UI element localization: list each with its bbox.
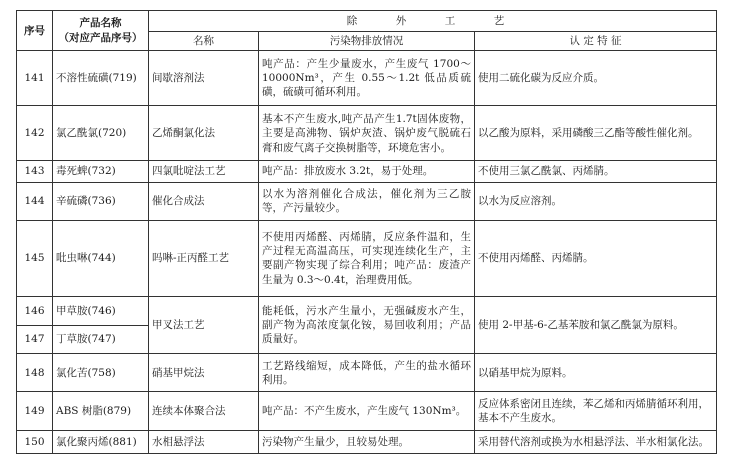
table-row	[17, 392, 717, 430]
header-name: 名称	[149, 32, 259, 51]
cell-pollution: 能耗低，污水产生量小，无强碱废水产生，副产物为高浓度氯化铵，易回收利用；产品质量好。	[259, 297, 475, 354]
cell-name: 水相悬浮法	[149, 430, 259, 453]
cell-features: 以乙酸为原料，采用磷酸三乙酯等酸性催化剂。	[475, 106, 717, 161]
header-features: 认 定 特 征	[475, 32, 717, 51]
header-seq: 序号	[17, 11, 53, 51]
table-row	[17, 51, 717, 106]
cell-features: 采用替代溶剂或换为水相悬浮法、半水相氯化法。	[475, 430, 717, 453]
cell-pollution: 吨产品：不产生废水，产生废气 130Nm³。	[259, 392, 475, 430]
cell-product: 辛硫磷(736)	[53, 182, 149, 220]
cell-name: 硝基甲烷法	[149, 354, 259, 392]
cell-product: 氯乙酰氯(720)	[53, 106, 149, 161]
table-row	[17, 182, 717, 220]
process-table	[16, 10, 717, 454]
table-row	[17, 220, 717, 296]
cell-seq: 146	[17, 297, 53, 326]
cell-product: ABS 树脂(879)	[53, 392, 149, 430]
cell-product: 不溶性硫磺(719)	[53, 51, 149, 106]
cell-features: 不使用丙烯醛、丙烯腈。	[475, 220, 717, 296]
cell-seq: 148	[17, 354, 53, 392]
header-pollution: 污染物排放情况	[259, 32, 475, 51]
header-row-1	[17, 11, 717, 32]
cell-name: 连续本体聚合法	[149, 392, 259, 430]
cell-seq: 143	[17, 161, 53, 182]
table-row	[17, 106, 717, 161]
cell-features: 使用 2-甲基-6-乙基苯胺和氯乙酰氯为原料。	[475, 297, 717, 354]
cell-pollution: 吨产品：排放废水 3.2t，易于处理。	[259, 161, 475, 182]
cell-seq: 141	[17, 51, 53, 106]
cell-features: 不使用三氯乙酰氯、丙烯腈。	[475, 161, 717, 182]
header-group: 除 外 工 艺	[149, 11, 717, 32]
cell-name: 甲叉法工艺	[149, 297, 259, 354]
table-row	[17, 430, 717, 453]
cell-pollution: 以水为溶剂催化合成法，催化剂为三乙胺等，产污量较少。	[259, 182, 475, 220]
cell-features: 反应体系密闭且连续，苯乙烯和丙烯腈循环利用，基本不产生废水。	[475, 392, 717, 430]
table-row	[17, 354, 717, 392]
cell-name: 乙烯酮氯化法	[149, 106, 259, 161]
cell-name: 吗啉-正丙醛工艺	[149, 220, 259, 296]
cell-seq: 142	[17, 106, 53, 161]
cell-name: 四氯吡啶法工艺	[149, 161, 259, 182]
header-product	[53, 11, 149, 51]
header-product-line1: 产品名称	[79, 17, 122, 30]
cell-pollution: 污染物产生量少，且较易处理。	[259, 430, 475, 453]
cell-pollution-text: 吨产品：产生少量废水，产生废气 1700～10000Nm³，产生 0.55～1.2t 低品质硫磺，硫磺可循环利用。	[262, 58, 471, 99]
header-product-line2: （对应产品序号）	[58, 31, 143, 44]
cell-pollution: 不使用丙烯醛、丙烯腈，反应条件温和，生产过程无高温高压，可实现连续化生产，主要副产物实现了综合利用；吨产品：废渣产生量为 0.3～0.4t，治理费用低。	[259, 220, 475, 296]
cell-product: 吡虫啉(744)	[53, 220, 149, 296]
table-row	[17, 161, 717, 182]
cell-seq: 145	[17, 220, 53, 296]
cell-seq: 144	[17, 182, 53, 220]
cell-product: 甲草胺(746)	[53, 297, 149, 326]
cell-seq: 147	[17, 325, 53, 354]
cell-product: 毒死蜱(732)	[53, 161, 149, 182]
cell-name: 间歇溶剂法	[149, 51, 259, 106]
cell-product: 丁草胺(747)	[53, 325, 149, 354]
cell-features: 以水为反应溶剂。	[475, 182, 717, 220]
cell-features: 使用二硫化碳为反应介质。	[475, 51, 717, 106]
cell-features: 以硝基甲烷为原料。	[475, 354, 717, 392]
cell-seq: 149	[17, 392, 53, 430]
cell-product: 氯化苦(758)	[53, 354, 149, 392]
cell-seq: 150	[17, 430, 53, 453]
cell-product: 氯化聚丙烯(881)	[53, 430, 149, 453]
table-row	[17, 297, 717, 326]
cell-name: 催化合成法	[149, 182, 259, 220]
cell-pollution: 基本不产生废水,吨产品产生1.7t固体废物，主要是高沸物、锅炉灰渣、锅炉废气脱硫石膏和废气离子交换树脂等，环境危害小。	[259, 106, 475, 161]
cell-pollution	[259, 51, 475, 106]
cell-pollution: 工艺路线缩短，成本降低，产生的盐水循环利用。	[259, 354, 475, 392]
